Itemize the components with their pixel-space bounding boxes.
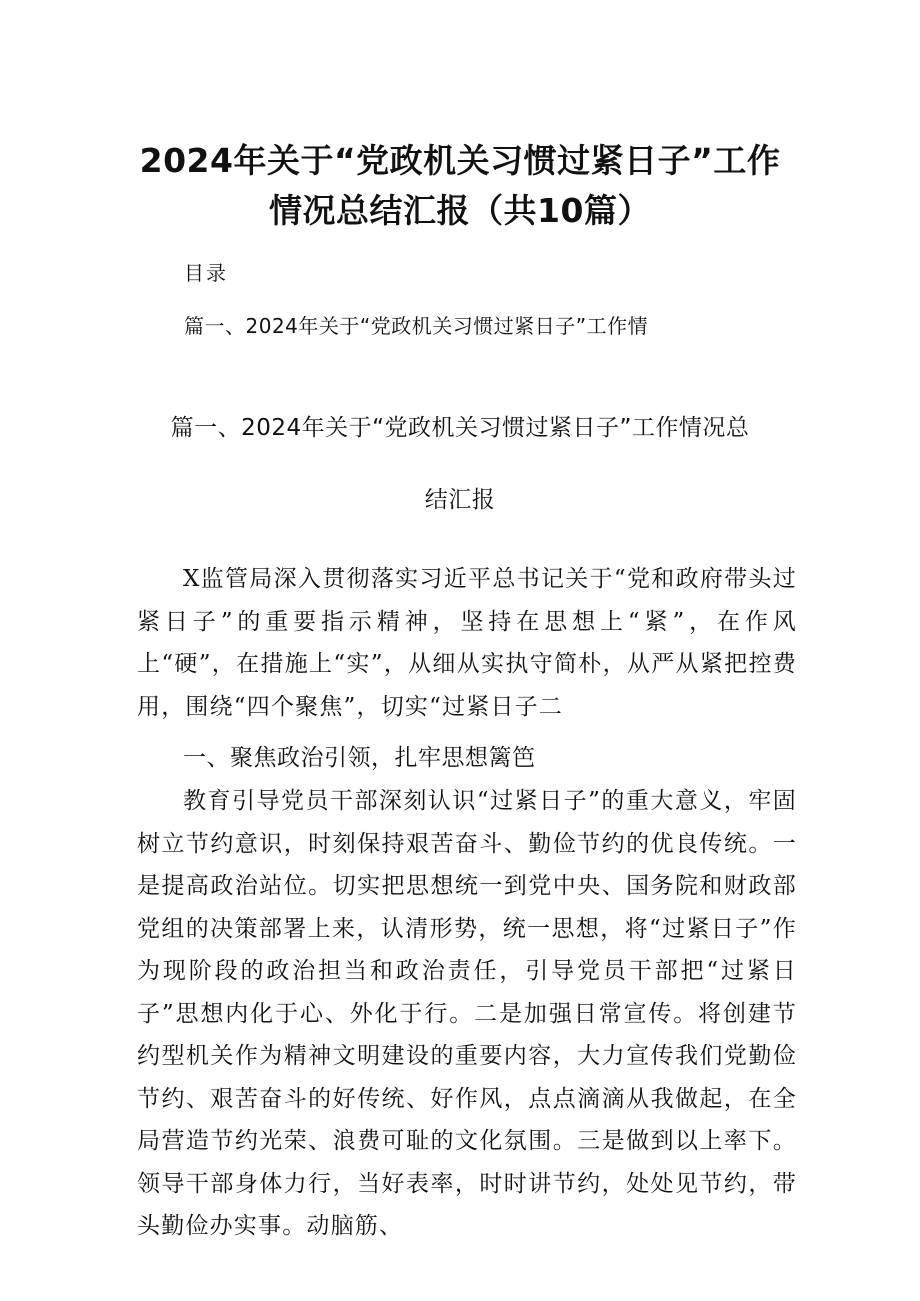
document-title xyxy=(100,136,820,236)
toc-label: 目录 xyxy=(184,261,228,285)
toc-entry-1[interactable]: 篇一、2024年关于“党政机关习惯过紧日子”工作情 xyxy=(184,314,649,338)
body-paragraph-1: 教育引导党员干部深刻认识“过紧日子”的重大意义，牢固树立节约意识，时刻保持艰苦奋斗、勤俭节约的优良传统。一是提高政治站位。切实把思想统一到党中央、国务院和财政部党组的决策部署上来，认清形势，统一思想，将“过紧日子”作为现阶段的政治担当和政治责任，引导党员干部把“过紧日子”思想内化于心、外化于行。二是加强日常宣传。将创建节约型机关作为精神文明建设的重要内容，大力宣传我们党勤俭节约、艰苦奋斗的好传统、好作风，点点滴滴从我做起，在全局营造节约光荣、浪费可耻的文化氛围。三是做到以上率下。领导干部身体力行，当好表率，时时讲节约，处处见节约，带头勤俭办实事。动脑筋、 xyxy=(137,788,797,1239)
section-title xyxy=(100,392,820,536)
subheading-1: 一、聚焦政治引领，扎牢思想篱笆 xyxy=(183,745,536,771)
section-title-line-1: 篇一、2024年关于“党政机关习惯过紧日子”工作情况总 xyxy=(170,415,750,441)
intro-paragraph: X监管局深入贯彻落实习近平总书记关于“党和政府带头过紧日子”的重要指示精神，坚持在思想上“紧”，在作风上“硬”，在措施上“实”，从细从实执守简朴，从严从紧把控费用，围绕“四个聚焦”，切实“过紧日子二 xyxy=(137,566,797,720)
document-title-line-1: 2024年关于“党政机关习惯过紧日子”工作 xyxy=(139,141,781,180)
document-title-line-2: 情况总结汇报（共10篇） xyxy=(269,191,651,230)
section-title-line-2: 结汇报 xyxy=(424,487,496,513)
